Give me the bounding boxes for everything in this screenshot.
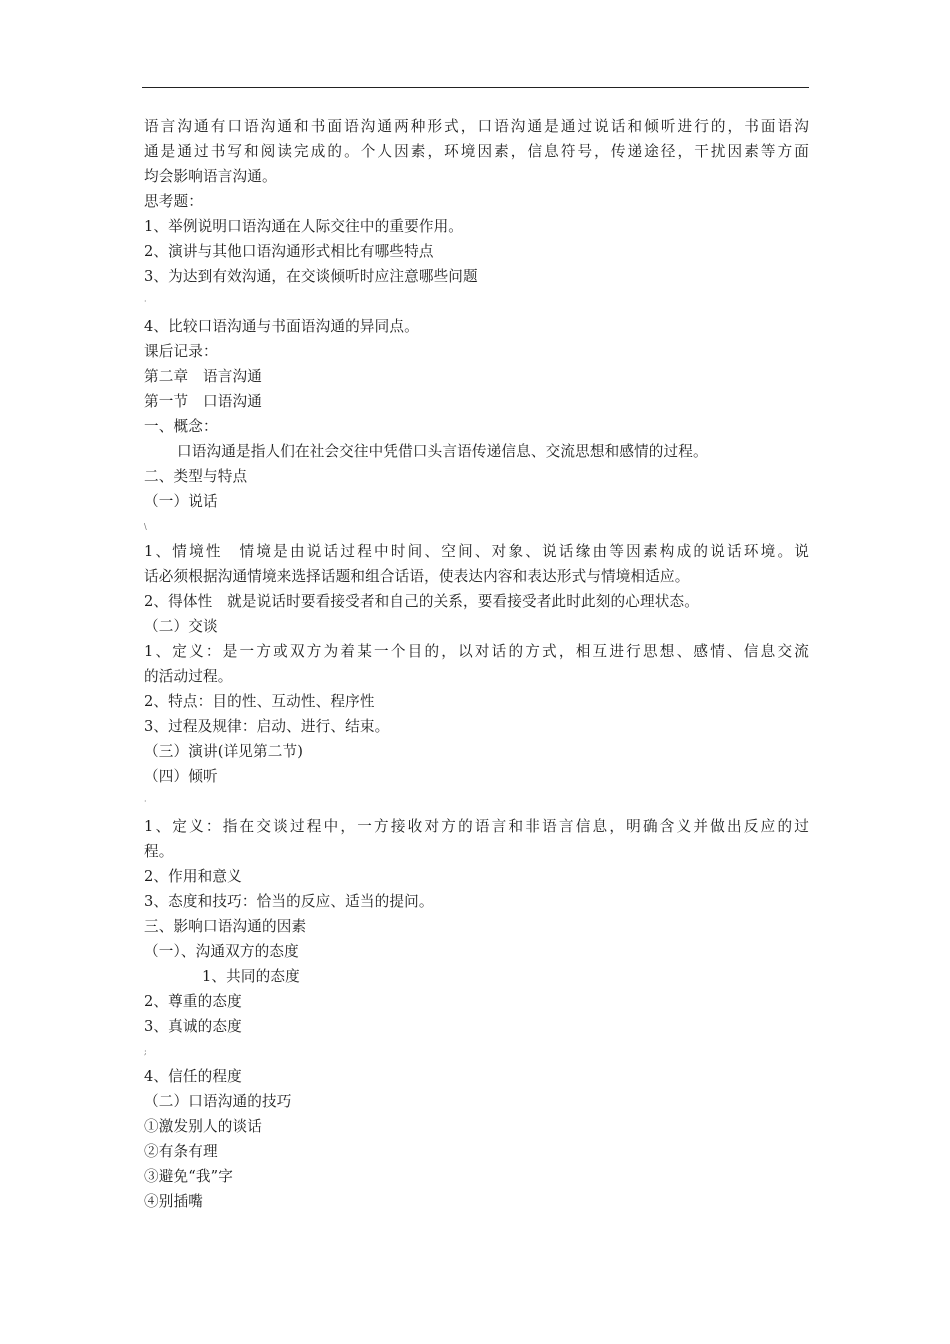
subheading-attitudes: （一）、沟通双方的态度 — [144, 943, 299, 960]
attitude-point-3: 3、真诚的态度 — [144, 1018, 242, 1035]
stray-mark: \ — [144, 522, 147, 531]
document-body — [144, 114, 809, 1214]
question-4: 4、比较口语沟通与书面语沟通的异同点。 — [144, 318, 419, 335]
attitude-point-4: 4、信任的程度 — [144, 1068, 242, 1085]
question-1: 1、举例说明口语沟通在人际交往中的重要作用。 — [144, 218, 464, 235]
subheading-conversation: （二）交谈 — [144, 618, 218, 635]
stray-mark: · — [144, 797, 147, 806]
intro-paragraph-line-1: 语言沟通有口语沟通和书面语沟通两种形式，口语沟通是通过说话和倾听进行的，书面语沟 — [144, 118, 809, 135]
attitude-point-1: 1、共同的态度 — [202, 968, 300, 985]
speaking-point-2: 2、得体性 就是说话时要看接受者和自己的关系，要看接受者此时此刻的心理状态。 — [144, 593, 699, 610]
factors-heading: 三、影响口语沟通的因素 — [144, 918, 307, 935]
subheading-techniques: （二）口语沟通的技巧 — [144, 1093, 292, 1110]
concept-definition: 口语沟通是指人们在社会交往中凭借口头言语传递信息、交流思想和感情的过程。 — [177, 443, 708, 460]
speaking-point-1-line-2: 话必须根据沟通情境来选择话题和组合话语，使表达内容和表达形式与情境相适应。 — [144, 568, 690, 585]
question-2: 2、演讲与其他口语沟通形式相比有哪些特点 — [144, 243, 434, 260]
chapter-title: 第二章 语言沟通 — [144, 368, 262, 385]
listening-point-1-line-1: 1、定义：指在交谈过程中，一方接收对方的语言和非语言信息，明确含义并做出反应的过 — [144, 818, 809, 835]
concept-heading: 一、概念： — [144, 418, 218, 435]
questions-heading: 思考题： — [144, 193, 203, 210]
intro-paragraph-line-2: 通是通过书写和阅读完成的。个人因素，环境因素，信息符号，传递途径，干扰因素等方面 — [144, 143, 809, 160]
technique-4: ④别插嘴 — [144, 1193, 203, 1210]
subheading-listening: （四）倾听 — [144, 768, 218, 785]
speaking-point-1-line-1: 1、情境性 情境是由说话过程中时间、空间、对象、说话缘由等因素构成的说话环境。说 — [144, 543, 809, 560]
technique-3: ③避免“我”字 — [144, 1168, 233, 1185]
listening-point-2: 2、作用和意义 — [144, 868, 242, 885]
header-rule — [142, 87, 809, 88]
stray-mark: · — [144, 297, 147, 306]
technique-2: ②有条有理 — [144, 1143, 218, 1160]
section-title: 第一节 口语沟通 — [144, 393, 262, 410]
subheading-speaking: （一）说话 — [144, 493, 218, 510]
conversation-point-2: 2、特点：目的性、互动性、程序性 — [144, 693, 375, 710]
question-3: 3、为达到有效沟通，在交谈倾听时应注意哪些问题 — [144, 268, 478, 285]
conversation-point-1-line-2: 的活动过程。 — [144, 668, 233, 685]
conversation-point-1-line-1: 1、定义：是一方或双方为着某一个目的，以对话的方式，相互进行思想、感情、信息交流 — [144, 643, 809, 660]
intro-paragraph-line-3: 均会影响语言沟通。 — [144, 168, 277, 185]
listening-point-3: 3、态度和技巧：恰当的反应、适当的提问。 — [144, 893, 434, 910]
listening-point-1-line-2: 程。 — [144, 843, 174, 860]
types-heading: 二、类型与特点 — [144, 468, 248, 485]
attitude-point-2: 2、尊重的态度 — [144, 993, 242, 1010]
subheading-speech: （三）演讲(详见第二节) — [144, 743, 304, 760]
stray-mark: ; — [144, 1047, 147, 1056]
after-class-notes-heading: 课后记录： — [144, 343, 218, 360]
conversation-point-3: 3、过程及规律：启动、进行、结束。 — [144, 718, 390, 735]
technique-1: ①激发别人的谈话 — [144, 1118, 262, 1135]
